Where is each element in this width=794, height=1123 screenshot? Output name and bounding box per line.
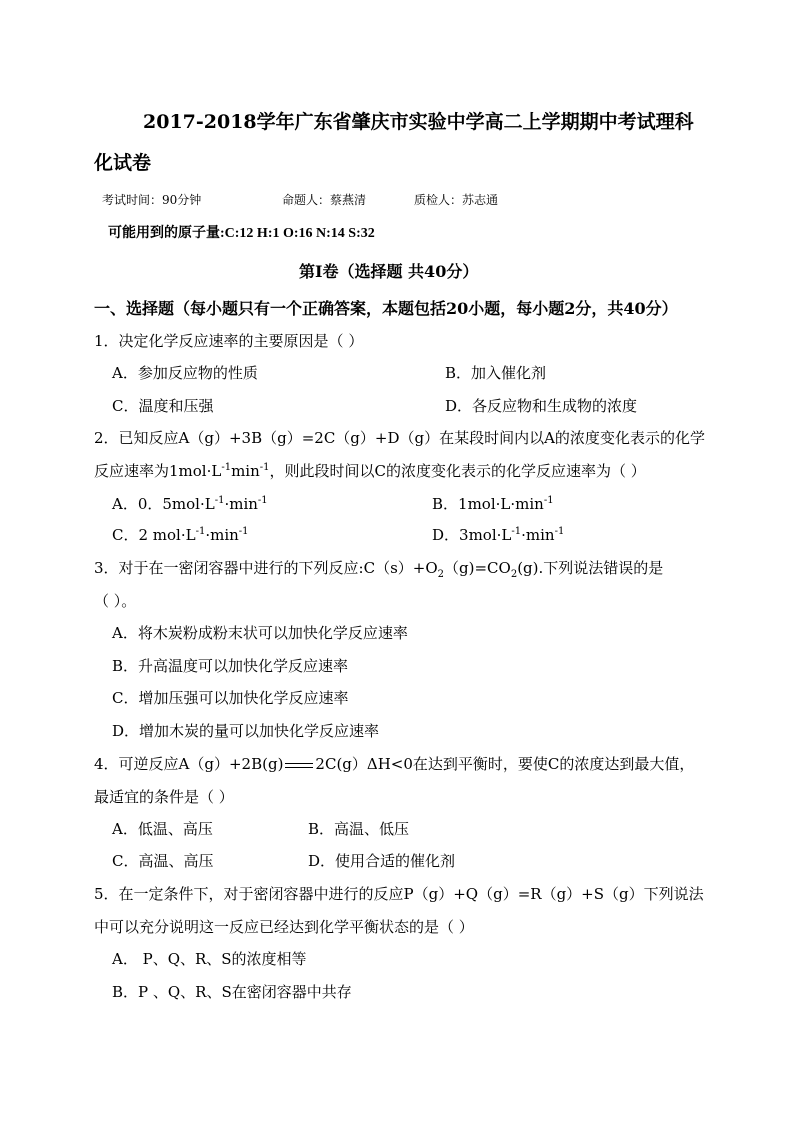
q4-option-b: B．高温、低压 xyxy=(308,820,410,838)
q2-d-text: D．3mol·L xyxy=(432,526,512,544)
q3-option-d: D．增加木炭的量可以加快化学反应速率 xyxy=(112,722,380,740)
q2-option-c xyxy=(112,524,249,545)
q2-d-sup1: -1 xyxy=(511,526,522,537)
q2-c-text: C．2 mol·L xyxy=(112,526,196,544)
q4-stem-line2: 最适宜的条件是（ ） xyxy=(94,788,234,806)
exam-time: 考试时间：90分钟 xyxy=(102,193,202,207)
q1-stem: 1．决定化学反应速率的主要原因是（ ） xyxy=(94,332,364,350)
q2-d-text-b: ·min xyxy=(521,526,555,544)
q2-stem-text-b: min xyxy=(231,462,260,480)
q2-option-b xyxy=(432,493,554,514)
q4-stem-text-b: 2C(g）ΔH<0在达到平衡时，要使C的浓度达到最大值， xyxy=(315,755,695,773)
q2-stem-sup1: -1 xyxy=(221,462,232,473)
q3-stem-line2: （ ）。 xyxy=(94,592,137,610)
atomic-masses: 可能用到的原子量:C:12 H:1 O:16 N:14 S:32 xyxy=(108,226,375,241)
q2-a-sup1: -1 xyxy=(214,495,225,506)
exam-author: 命题人：蔡燕清 xyxy=(282,193,367,207)
q3-stem-text-b: （g)=CO xyxy=(444,559,511,577)
q3-stem-text-a: 3．对于在一密闭容器中进行的下列反应:C（s）+O xyxy=(94,559,438,577)
q2-a-sup2: -1 xyxy=(257,495,268,506)
q2-a-text-b: ·min xyxy=(224,495,258,513)
q2-option-a xyxy=(112,493,268,514)
q2-b-sup: -1 xyxy=(543,495,554,506)
q2-c-sup1: -1 xyxy=(195,526,206,537)
q3-stem-sub2: 2 xyxy=(510,569,518,580)
q1-option-c: C．温度和压强 xyxy=(112,397,214,415)
q2-option-d xyxy=(432,524,564,545)
section-instruction: 一、选择题（每小题只有一个正确答案，本题包括20小题，每小题2分，共40分） xyxy=(94,299,678,318)
q3-stem-line1 xyxy=(94,557,663,580)
q5-stem-line1: 5．在一定条件下，对于密闭容器中进行的反应P（g）+Q（g）=R（g）+S（g）下列说法 xyxy=(94,885,704,903)
q2-stem-line1: 2．已知反应A（g）+3B（g）=2C（g）+D（g）在某段时间内以A的浓度变化表示的化学 xyxy=(94,429,705,447)
q3-option-b: B．升高温度可以加快化学反应速率 xyxy=(112,657,349,675)
q2-c-text-b: ·min xyxy=(205,526,239,544)
q3-option-c: C．增加压强可以加快化学反应速率 xyxy=(112,689,349,707)
q4-option-a: A．低温、高压 xyxy=(112,820,213,838)
q2-d-sup2: -1 xyxy=(554,526,565,537)
q2-stem-text-a: 反应速率为1mol·L xyxy=(94,462,222,480)
q5-option-b: B．P 、Q、R、S在密闭容器中共存 xyxy=(112,983,352,1001)
part-title: 第I卷（选择题 共40分） xyxy=(299,262,479,281)
q3-stem-text-c: (g).下列说法错误的是 xyxy=(517,559,664,577)
q2-stem-text-c: ，则此段时间以C的浓度变化表示的化学反应速率为（ ） xyxy=(269,462,646,480)
q4-stem-line1 xyxy=(94,753,694,774)
exam-checker: 质检人：苏志通 xyxy=(414,193,499,207)
exam-title-line1: 2017-2018学年广东省肇庆市实验中学高二上学期期中考试理科 xyxy=(143,111,694,133)
equilibrium-arrow-icon xyxy=(283,760,315,770)
q3-option-a: A．将木炭粉成粉末状可以加快化学反应速率 xyxy=(112,624,408,642)
q2-stem-sup2: -1 xyxy=(259,462,270,473)
q4-stem-text-a: 4．可逆反应A（g）+2B(g) xyxy=(94,755,284,773)
q5-stem-line2: 中可以充分说明这一反应已经达到化学平衡状态的是（ ） xyxy=(94,918,474,936)
q1-option-b: B．加入催化剂 xyxy=(445,364,547,382)
q4-option-d: D．使用合适的催化剂 xyxy=(308,852,456,870)
q5-option-a: A． P、Q、R、S的浓度相等 xyxy=(112,950,307,968)
q2-a-text: A．0．5mol·L xyxy=(112,495,215,513)
q1-option-a: A．参加反应物的性质 xyxy=(112,364,258,382)
q1-option-d: D．各反应物和生成物的浓度 xyxy=(445,397,638,415)
q3-stem-sub1: 2 xyxy=(437,569,445,580)
q2-c-sup2: -1 xyxy=(238,526,249,537)
q2-stem-line2 xyxy=(94,460,646,481)
q4-option-c: C．高温、高压 xyxy=(112,852,214,870)
exam-title-line2: 化试卷 xyxy=(94,152,152,174)
q2-b-text: B．1mol·L·min xyxy=(432,495,544,513)
